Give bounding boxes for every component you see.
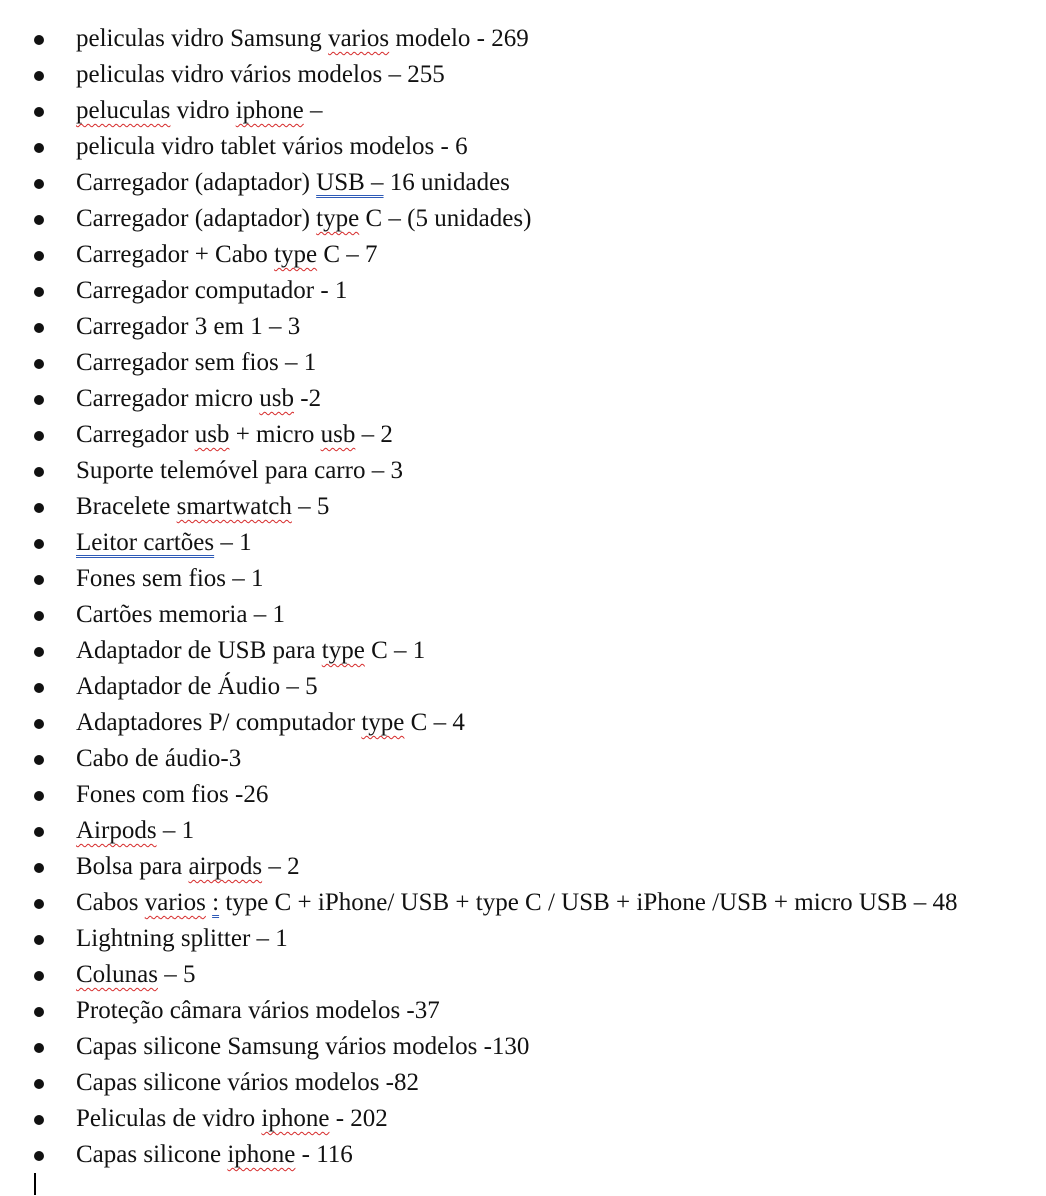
bullet-icon — [34, 215, 44, 225]
list-item — [0, 741, 1046, 777]
list-item — [0, 453, 1046, 489]
list-item-text: Fones sem fios – 1 — [76, 565, 264, 592]
bullet-icon — [34, 899, 44, 909]
bullet-icon — [34, 1043, 44, 1053]
list-item-text: Cabos varios : type C + iPhone/ USB + type C / USB + iPhone /USB + micro USB – 48 — [76, 889, 958, 916]
bullet-icon — [34, 71, 44, 81]
list-item-text: Cabo de áudio-3 — [76, 745, 242, 772]
list-item — [0, 705, 1046, 741]
list-item — [0, 633, 1046, 669]
list-item-text: Adaptadores P/ computador type C – 4 — [76, 709, 465, 736]
list-item-text: peluculas vidro iphone – — [76, 97, 323, 124]
list-item — [0, 417, 1046, 453]
list-item — [0, 489, 1046, 525]
list-item-text: Carregador computador - 1 — [76, 277, 348, 304]
list-item-text: peliculas vidro Samsung varios modelo - 269 — [76, 25, 529, 52]
list-item-text: Airpods – 1 — [76, 817, 195, 844]
list-item — [0, 669, 1046, 705]
list-item — [0, 21, 1046, 57]
bullet-icon — [34, 395, 44, 405]
list-item — [0, 273, 1046, 309]
list-item-text: Carregador usb + micro usb – 2 — [76, 421, 393, 448]
list-item — [0, 57, 1046, 93]
list-item-text: Fones com fios -26 — [76, 781, 269, 808]
list-item-text: Adaptador de Áudio – 5 — [76, 673, 318, 700]
list-item-text: Adaptador de USB para type C – 1 — [76, 637, 426, 664]
bullet-icon — [34, 323, 44, 333]
list-item-text: pelicula vidro tablet vários modelos - 6 — [76, 133, 468, 160]
bullet-icon — [34, 863, 44, 873]
list-item — [0, 165, 1046, 201]
list-item — [0, 309, 1046, 345]
bullet-icon — [34, 1115, 44, 1125]
list-item-text: Bolsa para airpods – 2 — [76, 853, 300, 880]
list-item — [0, 345, 1046, 381]
bullet-icon — [34, 143, 44, 153]
text-cursor — [34, 1173, 36, 1195]
bullet-icon — [34, 611, 44, 621]
list-item-text: Carregador micro usb -2 — [76, 385, 322, 412]
list-item-text: Suporte telemóvel para carro – 3 — [76, 457, 403, 484]
list-item-text: Bracelete smartwatch – 5 — [76, 493, 330, 520]
bullet-icon — [34, 431, 44, 441]
list-item-text: Carregador sem fios – 1 — [76, 349, 317, 376]
bullet-icon — [34, 467, 44, 477]
list-item — [0, 921, 1046, 957]
bullet-icon — [34, 719, 44, 729]
list-item-text: Lightning splitter – 1 — [76, 925, 288, 952]
list-item — [0, 93, 1046, 129]
list-item — [0, 381, 1046, 417]
bullet-icon — [34, 179, 44, 189]
bullet-icon — [34, 35, 44, 45]
bullet-icon — [34, 683, 44, 693]
bullet-icon — [34, 1079, 44, 1089]
bullet-icon — [34, 107, 44, 117]
list-item — [0, 1137, 1046, 1173]
bullet-icon — [34, 1007, 44, 1017]
list-item — [0, 561, 1046, 597]
list-item-text: Carregador (adaptador) type C – (5 unidades) — [76, 205, 532, 232]
bullet-icon — [34, 287, 44, 297]
list-item — [0, 957, 1046, 993]
bullet-icon — [34, 1151, 44, 1161]
list-item-text: Carregador 3 em 1 – 3 — [76, 313, 301, 340]
list-item-text: Peliculas de vidro iphone - 202 — [76, 1105, 388, 1132]
list-item — [0, 597, 1046, 633]
list-item — [0, 525, 1046, 561]
list-item — [0, 237, 1046, 273]
list-item — [0, 849, 1046, 885]
list-item-text: Leitor cartões – 1 — [76, 529, 252, 556]
bullet-icon — [34, 935, 44, 945]
list-item — [0, 777, 1046, 813]
list-item-text: Carregador + Cabo type C – 7 — [76, 241, 378, 268]
list-item — [0, 993, 1046, 1029]
list-item-text: Carregador (adaptador) USB – 16 unidades — [76, 169, 510, 196]
list-item — [0, 885, 1046, 921]
bullet-icon — [34, 647, 44, 657]
inventory-bullet-list — [0, 21, 1046, 1173]
list-item — [0, 1101, 1046, 1137]
bullet-icon — [34, 251, 44, 261]
bullet-icon — [34, 791, 44, 801]
list-item-text: Colunas – 5 — [76, 961, 196, 988]
list-item — [0, 129, 1046, 165]
list-item-text: Capas silicone Samsung vários modelos -130 — [76, 1033, 530, 1060]
bullet-icon — [34, 827, 44, 837]
bullet-icon — [34, 539, 44, 549]
list-item-text: Proteção câmara vários modelos -37 — [76, 997, 440, 1024]
bullet-icon — [34, 359, 44, 369]
bullet-icon — [34, 755, 44, 765]
list-item — [0, 813, 1046, 849]
list-item — [0, 201, 1046, 237]
list-item-text: peliculas vidro vários modelos – 255 — [76, 61, 445, 88]
list-item-text: Capas silicone iphone - 116 — [76, 1141, 353, 1168]
bullet-icon — [34, 575, 44, 585]
bullet-icon — [34, 503, 44, 513]
list-item — [0, 1029, 1046, 1065]
list-item — [0, 1065, 1046, 1101]
list-item-text: Cartões memoria – 1 — [76, 601, 285, 628]
list-item-text: Capas silicone vários modelos -82 — [76, 1069, 419, 1096]
bullet-icon — [34, 971, 44, 981]
